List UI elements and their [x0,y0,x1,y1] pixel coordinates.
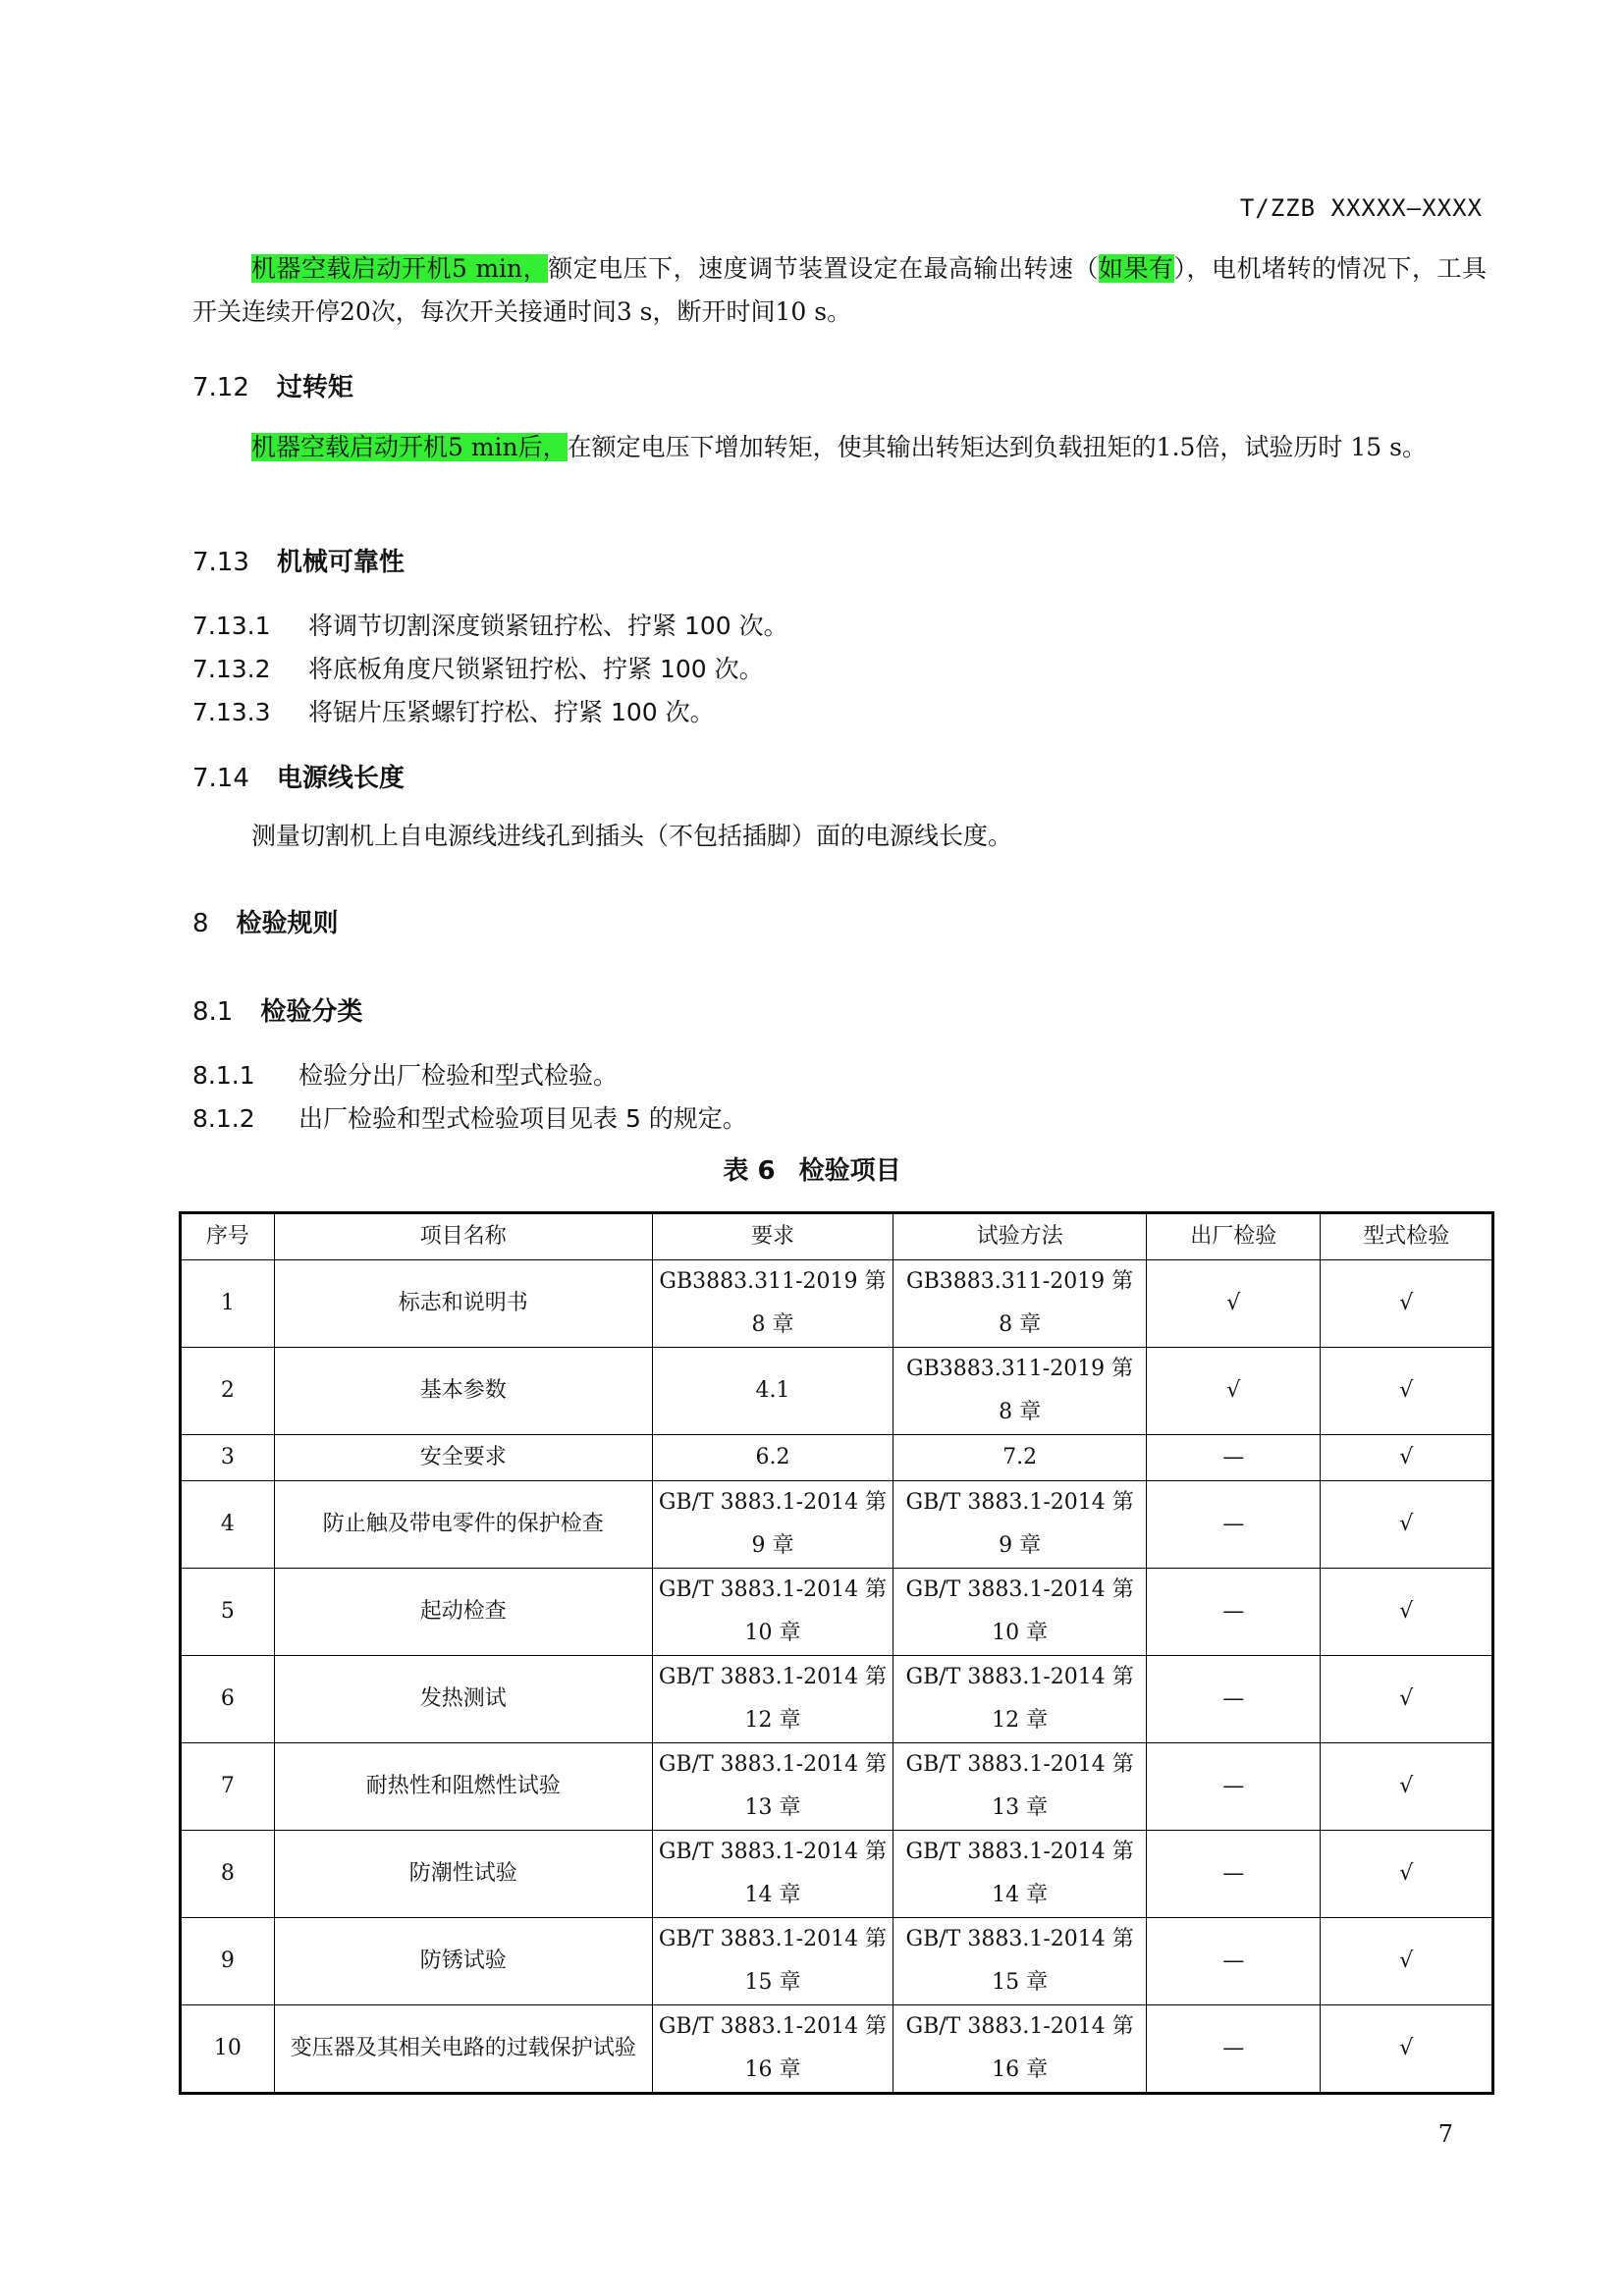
cell-no: 6 [181,1656,275,1743]
paragraph-over-torque: 机器空载启动开机5 min后，在额定电压下增加转矩，使其输出转矩达到负载扭矩的1.5倍，试验历时 15 s。 [251,433,1427,461]
cell-name: 防锈试验 [274,1918,652,2005]
cell-name: 标志和说明书 [274,1260,652,1348]
cell-factory: — [1146,1831,1321,1918]
section-heading-8: 8 检验规则 [192,909,339,938]
list-item: 7.13.3 将锯片压紧螺钉拧松、拧紧 100 次。 [192,698,715,726]
list-item: 7.13.1 将调节切割深度锁紧钮拧松、拧紧 100 次。 [192,612,788,640]
cell-factory: — [1146,1656,1321,1743]
cell-no: 9 [181,1918,275,2005]
cell-requirement: GB/T 3883.1-2014 第 10 章 [652,1569,893,1656]
cell-factory: √ [1146,1260,1321,1348]
cell-name: 变压器及其相关电路的过载保护试验 [274,2005,652,2094]
cell-requirement: GB/T 3883.1-2014 第 9 章 [652,1481,893,1569]
cell-type: √ [1321,1348,1493,1435]
list-item: 8.1.1 检验分出厂检验和型式检验。 [192,1061,619,1090]
cell-type: √ [1321,1260,1493,1348]
cell-factory: — [1146,1569,1321,1656]
cell-name: 安全要求 [274,1435,652,1481]
cell-no: 10 [181,2005,275,2094]
highlight-text: 机器空载启动开机5 min， [251,254,549,283]
cell-no: 1 [181,1260,275,1348]
cell-factory: — [1146,1918,1321,2005]
table-row [181,1435,1493,1481]
cell-no: 3 [181,1435,275,1481]
cell-method: GB/T 3883.1-2014 第 9 章 [893,1481,1147,1569]
cell-method: GB/T 3883.1-2014 第 12 章 [893,1656,1147,1743]
list-item: 8.1.2 出厂检验和型式检验项目见表 5 的规定。 [192,1104,747,1133]
table-header-row [181,1213,1493,1260]
cell-no: 8 [181,1831,275,1918]
cell-requirement: GB/T 3883.1-2014 第 16 章 [652,2005,893,2094]
column-header: 型式检验 [1321,1213,1493,1260]
cell-factory: — [1146,1481,1321,1569]
cell-type: √ [1321,1481,1493,1569]
cell-requirement: GB/T 3883.1-2014 第 12 章 [652,1656,893,1743]
cell-name: 起动检查 [274,1569,652,1656]
cell-no: 5 [181,1569,275,1656]
cell-method: GB/T 3883.1-2014 第 14 章 [893,1831,1147,1918]
table-row [181,2005,1493,2094]
section-heading-7-12: 7.12 过转矩 [192,373,353,402]
section-heading-8-1: 8.1 检验分类 [192,997,363,1027]
cell-type: √ [1321,1435,1493,1481]
cell-requirement: GB/T 3883.1-2014 第 15 章 [652,1918,893,2005]
section-heading-7-14: 7.14 电源线长度 [192,764,405,793]
table-row [181,1743,1493,1831]
cell-requirement: GB3883.311-2019 第 8 章 [652,1260,893,1348]
table-row [181,1481,1493,1569]
column-header: 项目名称 [274,1213,652,1260]
cell-method: GB3883.311-2019 第 8 章 [893,1348,1147,1435]
cell-type: √ [1321,1831,1493,1918]
column-header: 要求 [652,1213,893,1260]
cell-no: 4 [181,1481,275,1569]
cell-method: 7.2 [893,1435,1147,1481]
document-code: T/ZZB XXXXX—XXXX [1239,194,1483,222]
cell-requirement: 6.2 [652,1435,893,1481]
table-row [181,1348,1493,1435]
highlight-text: 机器空载启动开机5 min后， [251,433,568,461]
cell-name: 发热测试 [274,1656,652,1743]
page-number: 7 [1437,2120,1453,2148]
cell-type: √ [1321,2005,1493,2094]
cell-method: GB/T 3883.1-2014 第 15 章 [893,1918,1147,2005]
cell-requirement: 4.1 [652,1348,893,1435]
cell-factory: √ [1146,1348,1321,1435]
cell-factory: — [1146,1743,1321,1831]
column-header: 试验方法 [893,1213,1147,1260]
table-row [181,1831,1493,1918]
cell-type: √ [1321,1656,1493,1743]
table-row [181,1918,1493,2005]
cell-type: √ [1321,1569,1493,1656]
cell-method: GB/T 3883.1-2014 第 10 章 [893,1569,1147,1656]
list-item: 7.13.2 将底板角度尺锁紧钮拧松、拧紧 100 次。 [192,655,764,683]
column-header: 出厂检验 [1146,1213,1321,1260]
cell-no: 7 [181,1743,275,1831]
cell-name: 防潮性试验 [274,1831,652,1918]
cell-type: √ [1321,1743,1493,1831]
cell-type: √ [1321,1918,1493,2005]
column-header: 序号 [181,1213,275,1260]
table-row [181,1656,1493,1743]
cell-name: 防止触及带电零件的保护检查 [274,1481,652,1569]
section-heading-7-13: 7.13 机械可靠性 [192,548,405,577]
table-row [181,1260,1493,1348]
cell-method: GB/T 3883.1-2014 第 13 章 [893,1743,1147,1831]
paragraph-cord-length: 测量切割机上自电源线进线孔到插头（不包括插脚）面的电源线长度。 [251,822,1013,850]
inspection-items-table [179,1211,1494,2095]
table-row [181,1569,1493,1656]
cell-factory: — [1146,1435,1321,1481]
cell-name: 耐热性和阻燃性试验 [274,1743,652,1831]
cell-method: GB3883.311-2019 第 8 章 [893,1260,1147,1348]
cell-name: 基本参数 [274,1348,652,1435]
cell-no: 2 [181,1348,275,1435]
cell-factory: — [1146,2005,1321,2094]
cell-requirement: GB/T 3883.1-2014 第 14 章 [652,1831,893,1918]
highlight-text: 如果有 [1099,254,1174,283]
table-caption: 表 6 检验项目 [723,1156,901,1186]
cell-method: GB/T 3883.1-2014 第 16 章 [893,2005,1147,2094]
paragraph-stall-test: 机器空载启动开机5 min，额定电压下，速度调节装置设定在最高输出转速（如果有），电机堵转的情况下，工具开关连续开停20次，每次开关接通时间3 s，断开时间10 s。 [192,254,1487,326]
cell-requirement: GB/T 3883.1-2014 第 13 章 [652,1743,893,1831]
